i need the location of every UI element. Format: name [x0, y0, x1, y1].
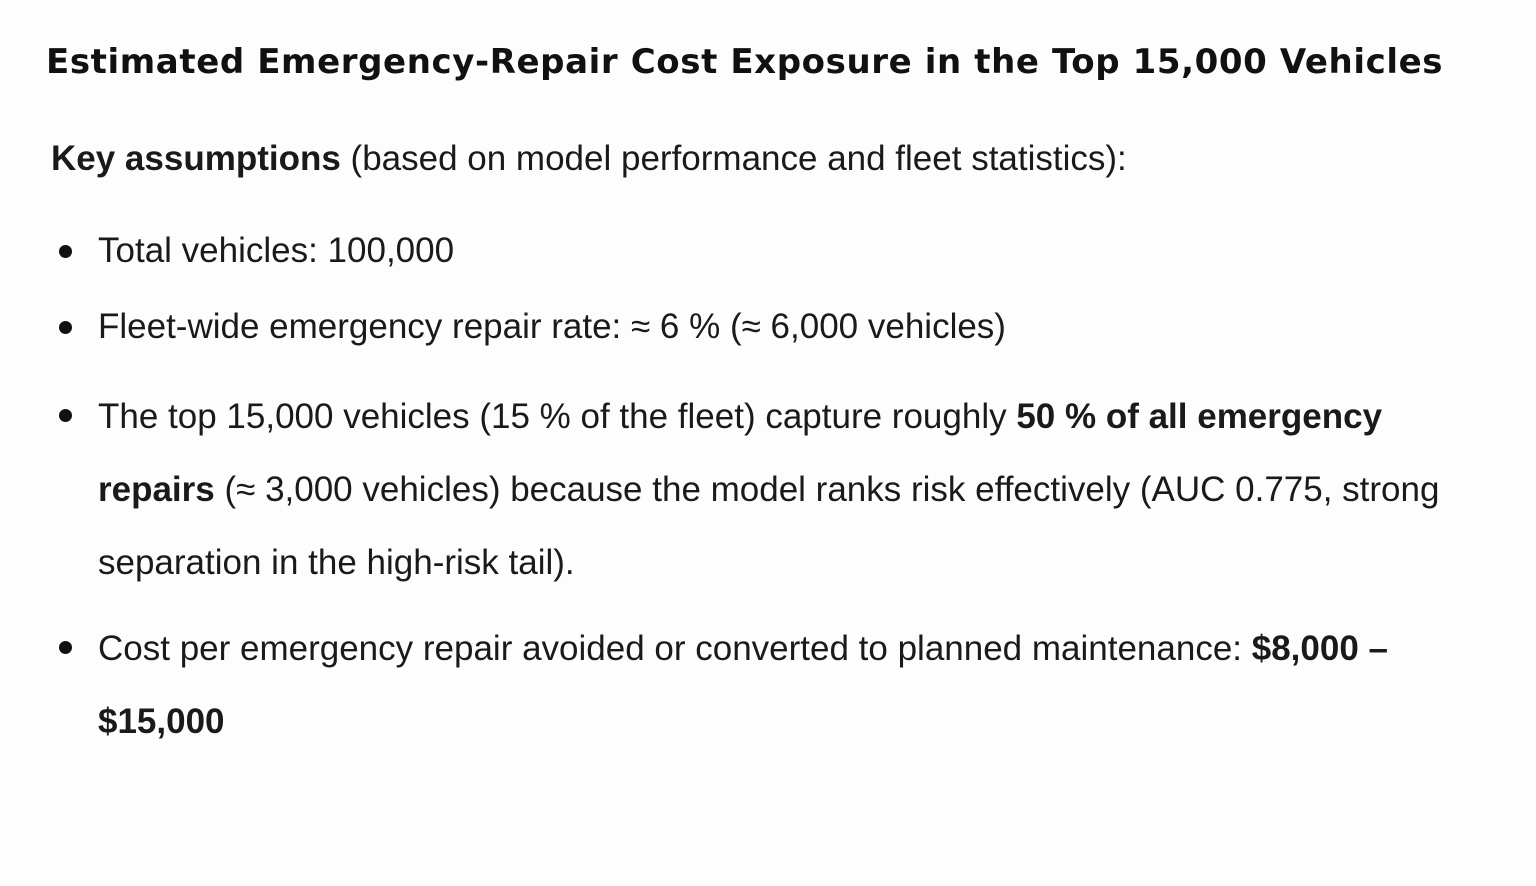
list-item	[56, 612, 1496, 758]
bullet-text-end: (≈ 3,000 vehicles) because the model ranks risk effectively (AUC 0.775, strong separation in the high-risk tail).	[98, 470, 1440, 582]
bullet-text-start: The top 15,000 vehicles (15 % of the fleet) capture roughly	[98, 397, 1017, 436]
intro-paragraph	[51, 136, 1127, 182]
intro-bold-label: Key assumptions	[51, 139, 341, 178]
bullet-text-start: Cost per emergency repair avoided or converted to planned maintenance:	[98, 629, 1252, 668]
list-item	[56, 228, 1496, 274]
intro-text: (based on model performance and fleet statistics):	[340, 139, 1127, 178]
bullet-text: Total vehicles: 100,000	[98, 231, 455, 270]
bullet-text-bold: 50 % of all emergency repairs	[98, 397, 1383, 509]
bullet-icon	[59, 321, 72, 334]
bullet-icon	[59, 409, 72, 422]
list-item	[56, 304, 1496, 350]
bullet-text	[98, 380, 1493, 599]
cost-range-value: $8,000 – $15,000	[98, 629, 1388, 741]
bullet-text	[98, 612, 1493, 758]
list-item	[56, 380, 1496, 596]
page-title: Estimated Emergency-Repair Cost Exposure in the Top 15,000 Vehicles	[46, 42, 1444, 82]
bullet-icon	[59, 641, 72, 654]
bullet-icon	[59, 245, 72, 258]
bullet-text: Fleet-wide emergency repair rate: ≈ 6 % (≈ 6,000 vehicles)	[98, 307, 1006, 346]
